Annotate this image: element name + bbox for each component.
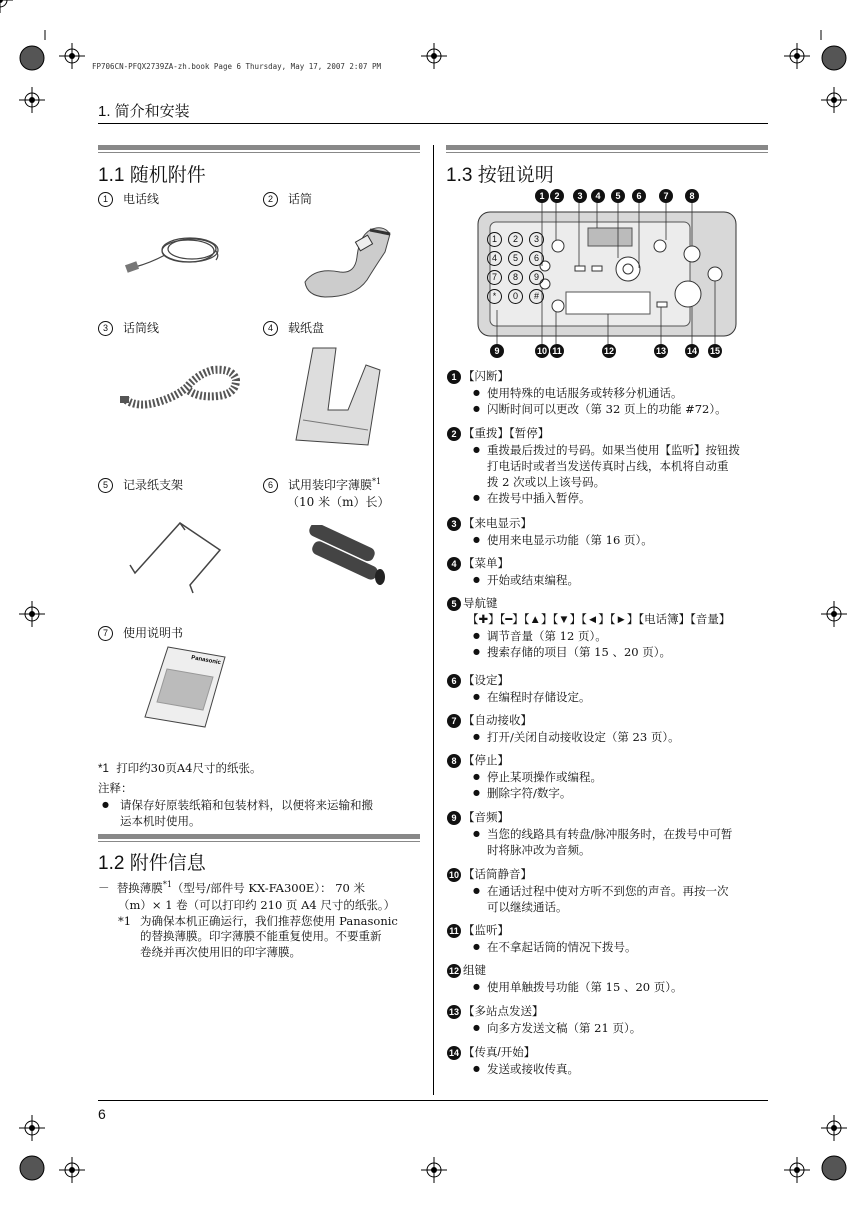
button-entry-2: 2 【重拨】【暂停】 ● 重拨最后拨过的号码。如果当使用【监听】按钮拨 打电话时或者当发送传真时占线，本机将自动重 拨 2 次或以上该号码。 ● 在拨号中插入暂停。: [447, 425, 772, 506]
ink-film-illustration: [292, 525, 392, 590]
callout-12: 12: [603, 346, 614, 356]
accessory-item: 6 试用装印字薄膜$^{*1}$: [263, 476, 381, 493]
file-header: FP706CN-PFQX2739ZA-zh.book Page 6 Thursday, May 17, 2007 2:07 PM: [92, 62, 381, 71]
callout-11: 11: [550, 344, 564, 358]
button-entry-11: 11 【监听】 ● 在不拿起话筒的情况下拨号。: [447, 922, 772, 955]
callout-10: 10: [536, 346, 547, 356]
keypad: 1 2 3 4 5 6 7 8 9 * 0 #: [487, 232, 547, 304]
paper-tray-illustration: [288, 340, 388, 460]
column-divider: [433, 145, 434, 1095]
operating-instructions-illustration: [143, 645, 228, 730]
recording-paper-support-illustration: [125, 515, 230, 595]
accessory-item: 5 记录纸支架: [98, 476, 183, 493]
callout-4: 4: [591, 189, 605, 203]
accessory-item: 3 话筒线: [98, 319, 159, 336]
callout-14: 14: [686, 346, 697, 356]
button-entry-5: 5 导航键 【✚】【━】【▲】【▼】【◄】【►】【电话簿】【音量】 ● 调节音量（第 12 页）。 ● 搜索存储的项目（第 15 、20 页）。: [447, 595, 772, 660]
button-entry-3: 3 【来电显示】 ● 使用来电显示功能（第 16 页）。: [447, 515, 772, 548]
callout-3: 3: [573, 189, 587, 203]
telephone-line-cord-illustration: [120, 225, 230, 280]
button-entry-1: 1 【闪断】 ● 使用特殊的电话服务或转移分机通话。 ● 闪断时间可以更改（第 32 页上的功能 #72）。: [447, 368, 772, 417]
manual-brand: Panasonic: [190, 655, 222, 667]
button-entry-6: 6 【设定】 ● 在编程时存储设定。: [447, 672, 772, 705]
callout-15: 15: [709, 346, 720, 356]
accessory-item-detail: （10 米（m）长）: [287, 495, 390, 509]
section-title-accessories: 1.1 随机附件: [98, 165, 206, 186]
page-number: 6: [98, 1106, 106, 1122]
accessory-item: 1 电话线: [98, 190, 159, 207]
button-entry-8: 8 【停止】 ● 停止某项操作或编程。 ● 删除字符/数字。: [447, 752, 772, 801]
accessory-item: 7 使用说明书: [98, 624, 183, 641]
callout-9: 9: [490, 344, 504, 358]
button-entry-10: 10 【话筒静音】 ● 在通话过程中使对方听不到您的声音。再按一次 可以继续通话。: [447, 866, 772, 915]
callout-5: 5: [611, 189, 625, 203]
callout-13: 13: [655, 346, 666, 356]
button-entry-14: 14 【传真/开始】 ● 发送或接收传真。: [447, 1044, 772, 1077]
footnote: *1 打印约30页A4尺寸的纸张。: [98, 761, 262, 775]
accessory-item: 4 载纸盘: [263, 319, 324, 336]
handset-illustration: [295, 222, 395, 302]
info-text: － 替换薄膜$^{*1}$（型号/部件号 KX-FA300E）： 70 米 （m）× 1 卷（可以打印约 210 页 A4 尺寸的纸张。） *1 为确保本机正确运行，我们推荐您使用 Panasonic 的替换薄膜。印字薄膜不能重复使用。不要重新 卷绕并再次使用旧的印字薄膜。: [98, 880, 398, 959]
running-head: 1. 简介和安装: [98, 103, 190, 120]
footer-rule: [98, 1100, 768, 1101]
section-title-buttons: 1.3 按钮说明: [446, 165, 554, 186]
callout-8: 8: [685, 189, 699, 203]
accessory-item: 2 话筒: [263, 190, 312, 207]
callout-6: 6: [632, 189, 646, 203]
callout-1: 1: [535, 189, 549, 203]
section-title-info: 1.2 附件信息: [98, 853, 206, 874]
button-entry-13: 13 【多站点发送】 ● 向多方发送文稿（第 21 页）。: [447, 1003, 772, 1036]
button-entry-9: 9 【音频】 ● 当您的线路具有转盘/脉冲服务时，在拨号中可暂 时将脉冲改为音频。: [447, 809, 772, 858]
note-text: ● 请保存好原装纸箱和包装材料，以便将来运输和搬 运本机时使用。: [102, 798, 373, 828]
callout-7: 7: [659, 189, 673, 203]
callout-2: 2: [550, 189, 564, 203]
note-label: 注释：: [98, 783, 133, 795]
handset-cord-illustration: [118, 360, 243, 410]
crosshair-icon: [0, 0, 13, 13]
button-entry-12: 12 组键 ● 使用单触拨号功能（第 15 、20 页）。: [447, 962, 772, 995]
button-entry-7: 7 【自动接收】 ● 打开/关闭自动接收设定（第 23 页）。: [447, 712, 772, 745]
button-entry-4: 4 【菜单】 ● 开始或结束编程。: [447, 555, 772, 588]
section-bar: [98, 145, 420, 150]
header-rule: [98, 123, 768, 124]
